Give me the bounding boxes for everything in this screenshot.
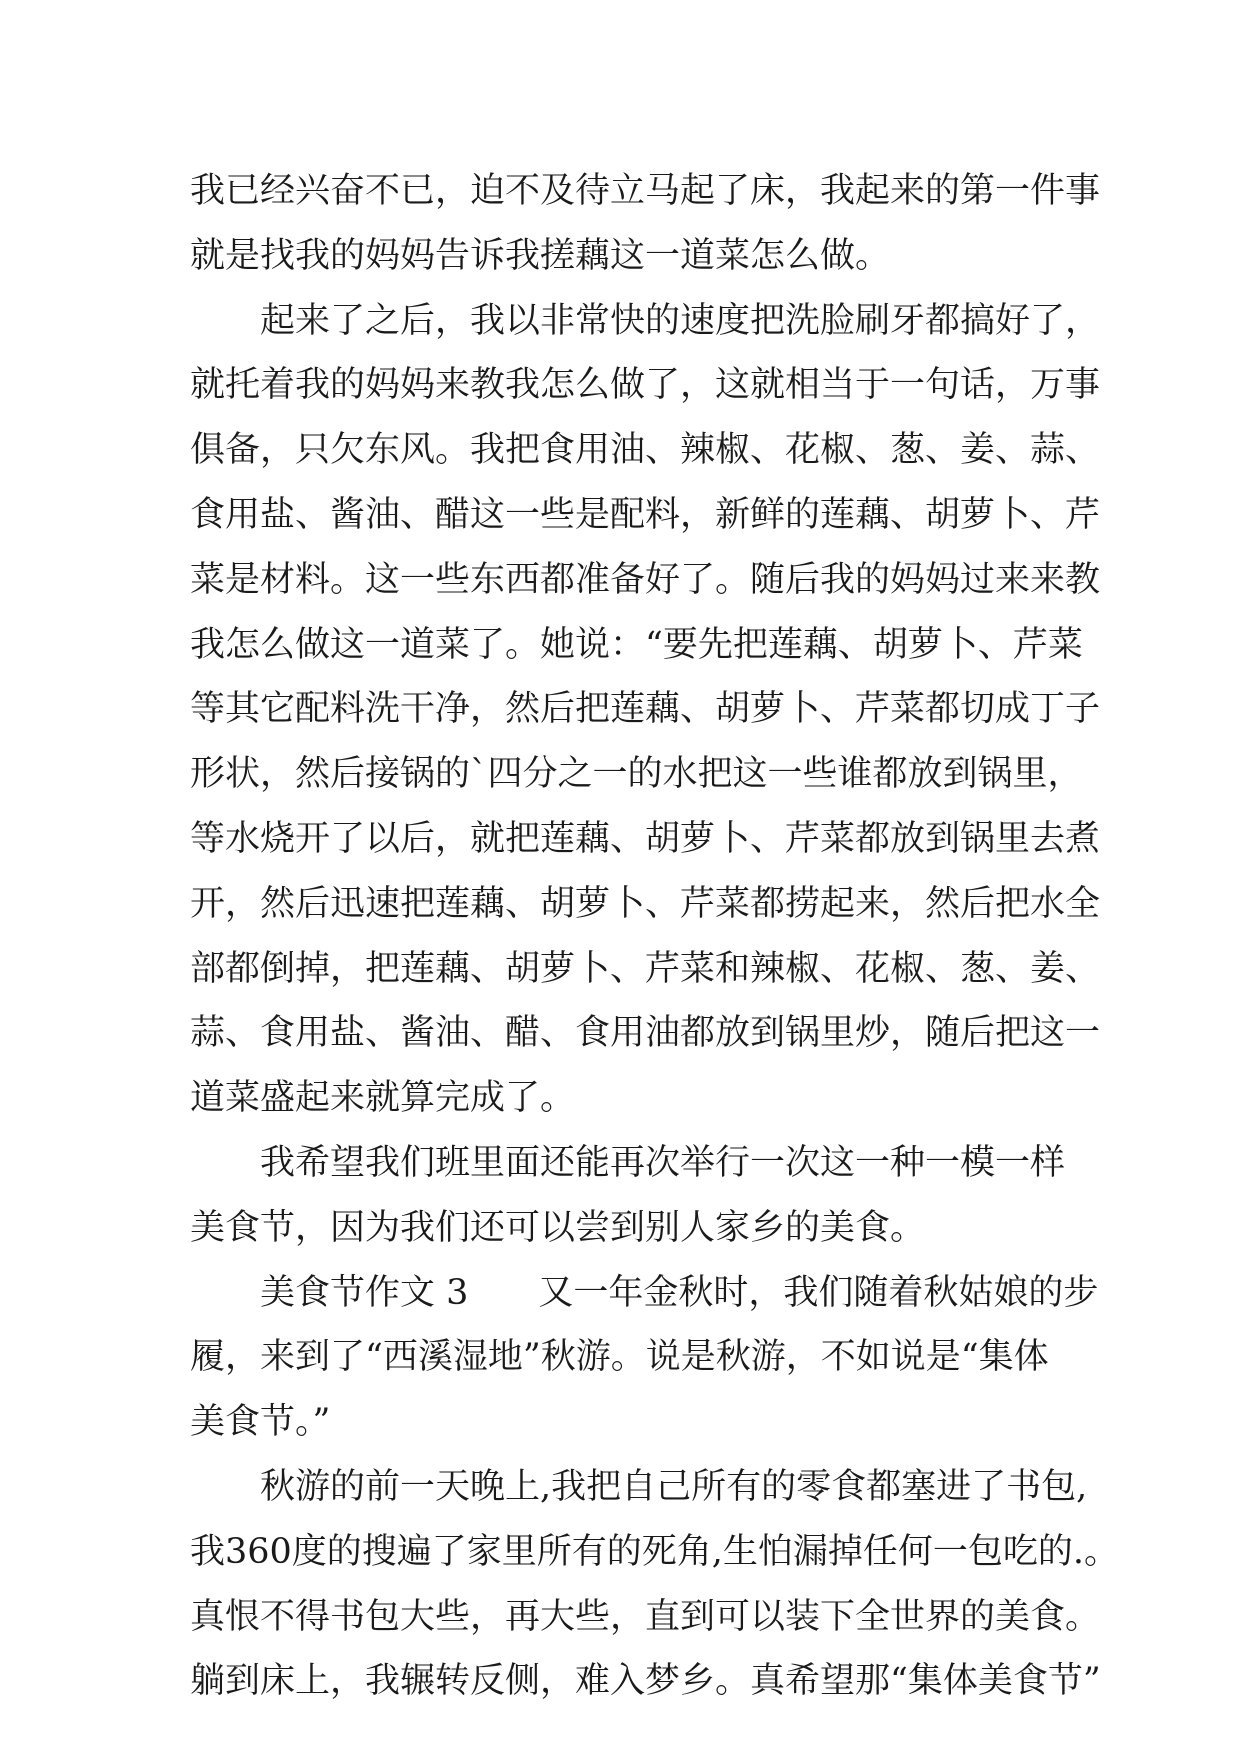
text-line: 我怎么做这一道菜了。她说：“要先把莲藕、胡萝卜、芹菜 (190, 624, 1083, 665)
text-line: 美食节。” (190, 1402, 331, 1443)
text-line: 美食节，因为我们还可以尝到别人家乡的美食。 (190, 1207, 926, 1248)
text-line: 躺到床上，我辗转反侧，难入梦乡。真希望那“集体美食节” (190, 1661, 1101, 1702)
text-line: 履，来到了“西溪湿地”秋游。说是秋游，不如说是“集体 (190, 1337, 1049, 1378)
document-body (190, 159, 1120, 1714)
text-line: 蒜、食用盐、酱油、醋、食用油都放到锅里炒，随后把这一 (190, 1013, 1101, 1054)
text-line: 我360度的搜遍了家里所有的死角,生怕漏掉任何一包吃的.。 (190, 1531, 1120, 1572)
text-line: 食用盐、酱油、醋这一些是配料，新鲜的莲藕、胡萝卜、芹 (190, 494, 1101, 535)
text-line: 就托着我的妈妈来教我怎么做了，这就相当于一句话，万事 (190, 365, 1101, 406)
text-line: 道菜盛起来就算完成了。 (190, 1078, 576, 1119)
text-line: 我已经兴奋不已，迫不及待立马起了床，我起来的第一件事 (190, 171, 1101, 211)
text-line: 等其它配料洗干净，然后把莲藕、胡萝卜、芹菜都切成丁子 (190, 689, 1101, 730)
text-line: 就是找我的妈妈告诉我搓藕这一道菜怎么做。 (190, 235, 891, 276)
text-line: 真恨不得书包大些，再大些，直到可以装下全世界的美食。 (190, 1596, 1101, 1637)
text-line: 我希望我们班里面还能再次举行一次这一种一模一样 (190, 1142, 1066, 1183)
text-line: 俱备，只欠东风。我把食用油、辣椒、花椒、葱、姜、蒜、 (190, 430, 1101, 471)
text-line: 秋游的前一天晚上,我把自己所有的零食都塞进了书包, (190, 1466, 1088, 1507)
text-line: 部都倒掉，把莲藕、胡萝卜、芹菜和辣椒、花椒、葱、姜、 (190, 948, 1101, 989)
text-line: 等水烧开了以后，就把莲藕、胡萝卜、芹菜都放到锅里去煮 (190, 818, 1101, 859)
text-line: 菜是材料。这一些东西都准备好了。随后我的妈妈过来来教 (190, 559, 1101, 600)
text-line: 形状，然后接锅的`四分之一的水把这一些谁都放到锅里， (190, 754, 1083, 795)
text-line: 开，然后迅速把莲藕、胡萝卜、芹菜都捞起来，然后把水全 (190, 883, 1101, 924)
text-line: 起来了之后，我以非常快的速度把洗脸刷牙都搞好了， (190, 300, 1101, 341)
text-line: 美食节作文 3 又一年金秋时，我们随着秋姑娘的步 (190, 1272, 1099, 1313)
